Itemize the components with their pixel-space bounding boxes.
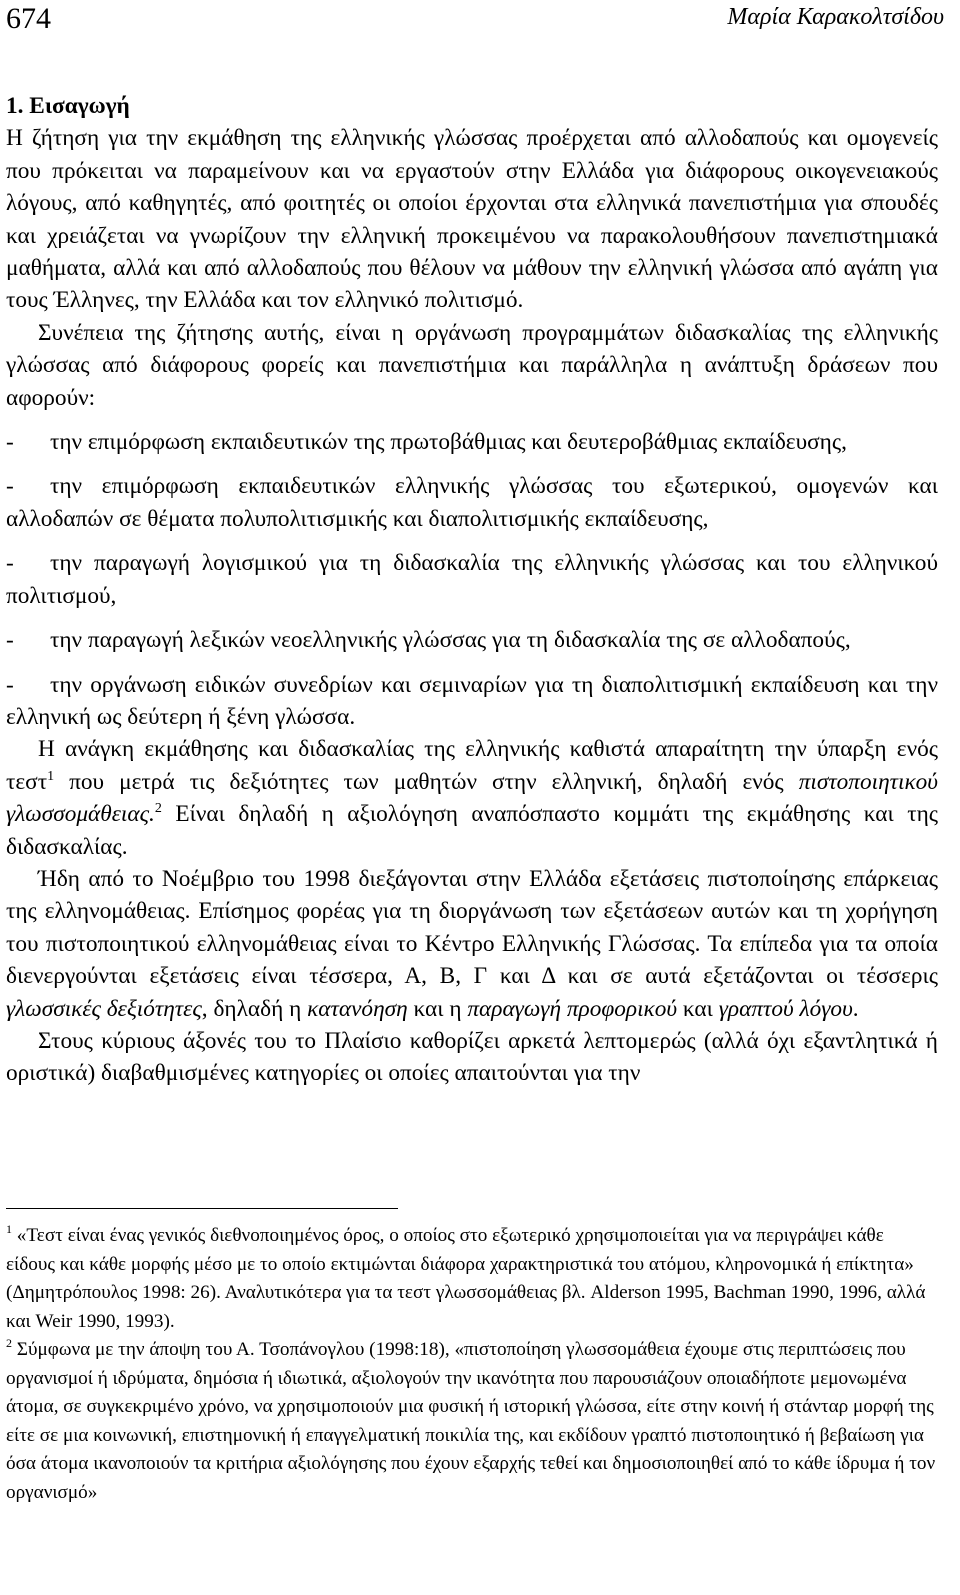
list-item-text: την επιμόρφωση εκπαιδευτικών ελληνικής γλώσσας του εξωτερικού, ομογενών και αλλοδαπών σε θέματα πολυπολιτισμικής και διαπολιτισμικής εκπαίδευσης, <box>6 473 938 532</box>
paragraph-framework: Στους κύριους άξονές του το Πλαίσιο καθορίζει αρκετά λεπτομερώς (αλλά όχι εξαντλητικά ή οριστικά) διαβαθμισμένες κατηγορίες οι οποίες απαιτούνται για την <box>6 1027 938 1087</box>
list-item <box>6 470 938 535</box>
dash-marker: - <box>6 671 14 698</box>
paragraph-need-for-test <box>6 733 938 863</box>
list-item <box>6 624 938 656</box>
list-item <box>6 426 938 458</box>
running-head-author: Μαρία Καρακολτσίδου <box>727 4 944 30</box>
list-item-text: την οργάνωση ειδικών συνεδρίων και σεμιναρίων για τη διαπολιτισμική εκπαίδευση και την ελληνική ως δεύτερη ή ξένη γλώσσα. <box>6 671 938 730</box>
dash-marker: - <box>6 429 14 456</box>
list-item <box>6 547 938 612</box>
text-run: και <box>677 995 719 1022</box>
footnote-mark: 2 <box>6 1336 12 1350</box>
dash-marker: - <box>6 473 14 500</box>
footnote-ref-1[interactable]: 1 <box>47 768 55 784</box>
footnote-text: Σύμφωνα με την άποψη του Α. Τσοπάνογλου (1998:18), «πιστοποίηση γλωσσομάθεια έχουμε στις περιπτώσεις που οργανισμοί ή ιδρύματα, δημόσια ή ιδιωτικά, αξιολογούν την ικανότητα που παρουσιάζουν οποιαδήποτε μεμονωμένα άτομα, σε συγκεκριμένο χρόνο, να χρησιμοποιούν μια φυσική ή ιστορική γλώσσα, είτε στην κοινή ή στάνταρ μορφή της είτε σε μια κοινωνική, επιστημονική ή επαγγελματική ποικιλία της, και εκδίδουν γραπτό πιστοποιητικό ή βεβαίωση για όσα άτομα ικανοποιούν τα κριτήρια αξιολόγησης που έχουν εξαρχής τεθεί και δημοσιοποιηθεί από το κάθε ίδρυμα ή τον οργανισμό» <box>6 1339 936 1503</box>
page-header <box>6 2 944 42</box>
text-run: Η ανάγκη εκμάθησης και διδασκαλίας της ελληνικής καθιστά απαραίτητη την ύπαρξη ενός τεστ <box>6 736 938 795</box>
italic-term: γραπτού λόγου <box>718 995 853 1022</box>
body-text <box>6 90 938 1090</box>
footnote-1 <box>6 1222 936 1336</box>
footnote-separator <box>6 1208 398 1209</box>
text-run: Ήδη από το Νοέμβριο του 1998 διεξάγονται στην Ελλάδα εξετάσεις πιστοποίησης επάρκειας της ελληνομάθειας. Επίσημος φορέας για τη διοργάνωση των εξετάσεων αυτών και τη χορήγηση του πιστοποιητικού ελληνομάθειας είναι το Κέντρο Ελληνικής Γλώσσας. Τα επίπεδα για τα οποία διενεργούνται εξετάσεις είναι τέσσερα, Α, Β, Γ και Δ και σε αυτά εξετάζονται οι τέσσερις <box>6 865 938 990</box>
text-run: . <box>852 995 859 1022</box>
footnote-ref-2[interactable]: 2 <box>154 801 162 817</box>
text-run: , δηλαδή η <box>201 995 308 1022</box>
text-run: και η <box>407 995 468 1022</box>
list-item-text: την επιμόρφωση εκπαιδευτικών της πρωτοβάθμιας και δευτεροβάθμιας εκπαίδευσης, <box>50 429 847 456</box>
list-item <box>6 669 938 734</box>
italic-term: πιστοποιητικού γλωσσομάθειας. <box>6 768 938 828</box>
text-run: που μετρά τις δεξιότητες των μαθητών στην ελληνική, δηλαδή ενός <box>54 768 799 795</box>
paragraph-exams <box>6 863 938 1025</box>
paragraph-consequence: Συνέπεια της ζήτησης αυτής, είναι η οργάνωση προγραμμάτων διδασκαλίας της ελληνικής γλώσσας από διάφορους φορείς και πανεπιστήμια και παράλληλα η ανάπτυξη δράσεων που αφορούν: <box>6 319 938 411</box>
italic-term: παραγωγή προφορικού <box>467 995 678 1022</box>
text-run: Είναι δηλαδή η αξιολόγηση αναπόσπαστο κομμάτι της εκμάθησης και της διδασκαλίας. <box>6 801 938 860</box>
bullet-list <box>6 426 938 733</box>
footnote-2 <box>6 1336 936 1507</box>
footnote-text: «Τεστ είναι ένας γενικός διεθνοποιημένος όρος, ο οποίος στο εξωτερικό χρησιμοποιείται για να περιγράψει κάθε είδους και κάθε μορφής μέσο με το οποίο εκτιμώνται διάφορα χαρακτηριστικά του ατόμου, κληρονομικά ή επίκτητα» (Δημητρόπουλος 1998: 26). Αναλυτικότερα για τα τεστ γλωσσομάθειας βλ. Alderson 1995, Bachman 1990, 1996, αλλά και Weir 1990, 1993). <box>6 1225 926 1332</box>
footnote-mark: 1 <box>6 1222 12 1236</box>
italic-term: κατανόηση <box>307 995 408 1022</box>
dash-marker: - <box>6 627 14 654</box>
footnotes <box>6 1222 936 1507</box>
section-title: 1. Εισαγωγή <box>6 93 130 119</box>
paragraph-intro: Η ζήτηση για την εκμάθηση της ελληνικής γλώσσας προέρχεται από αλλοδαπούς και ομογενείς που πρόκειται να παραμείνουν και να εργαστούν στην Ελλάδα για διάφορους οικογενειακούς λόγους, από καθηγητές, από φοιτητές οι οποίοι έρχονται στα ελληνικά πανεπιστήμια για σπουδές και χρειάζεται να γνωρίζουν την ελληνική προκειμένου να παρακολουθήσουν πανεπιστημιακά μαθήματα, αλλά και από αλλοδαπούς που θέλουν να μάθουν την ελληνική γλώσσα από αγάπη για τους Έλληνες, την Ελλάδα και τον ελληνικό πολιτισμό. <box>6 125 938 314</box>
list-item-text: την παραγωγή λεξικών νεοελληνικής γλώσσας για τη διδασκαλία της σε αλλοδαπούς, <box>50 627 851 654</box>
italic-term: γλωσσικές δεξιότητες <box>6 995 202 1022</box>
dash-marker: - <box>6 550 14 577</box>
page-number: 674 <box>6 2 51 35</box>
list-item-text: την παραγωγή λογισμικού για τη διδασκαλία της ελληνικής γλώσσας και του ελληνικού πολιτισμού, <box>6 550 938 609</box>
